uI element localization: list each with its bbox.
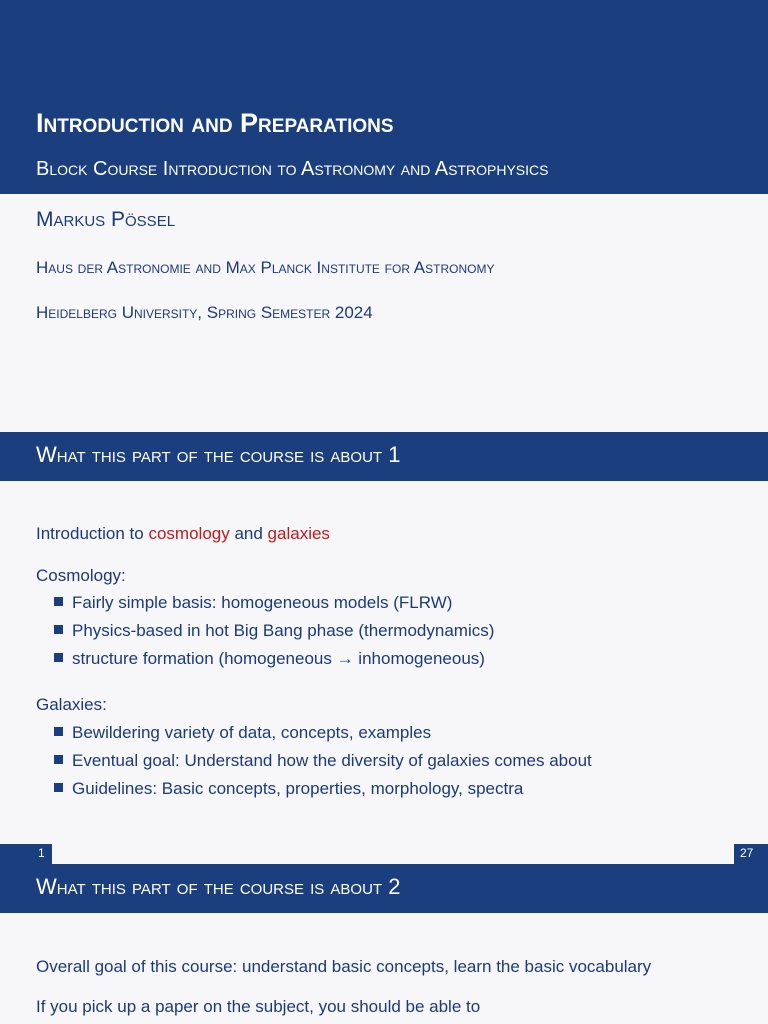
page-number-left: 1	[38, 846, 45, 860]
list-item-text: Physics-based in hot Big Bang phase (thermodynamics)	[72, 621, 495, 640]
bullet-square-icon	[54, 727, 63, 736]
list-item	[54, 649, 485, 669]
intro-mid: and	[229, 524, 268, 543]
list-item	[54, 723, 431, 743]
presentation-subtitle: Block Course Introduction to Astronomy and Astrophysics	[36, 158, 549, 180]
list-item	[54, 779, 523, 799]
institute: Haus der Astronomie and Max Planck Institute for Astronomy	[36, 258, 495, 277]
author: Markus Pössel	[36, 208, 176, 231]
footer-page-left-band	[0, 844, 52, 864]
list-item-text: Fairly simple basis: homogeneous models (FLRW)	[72, 593, 453, 612]
slide1-header-band	[0, 432, 768, 481]
list-item-text: Bewildering variety of data, concepts, examples	[72, 723, 432, 742]
keyword-galaxies: galaxies	[267, 524, 330, 543]
bullet-square-icon	[54, 783, 63, 792]
date-venue: Heidelberg University, Spring Semester 2024	[36, 303, 373, 322]
list-item-text: Eventual goal: Understand how the diversity of galaxies comes about	[72, 751, 592, 770]
slide2-line2: If you pick up a paper on the subject, you should be able to	[36, 997, 481, 1016]
list-item-text: Guidelines: Basic concepts, properties, morphology, spectra	[72, 779, 524, 798]
keyword-cosmology: cosmology	[148, 524, 230, 543]
slide1-title: What this part of the course is about 1	[36, 442, 401, 467]
slide1-intro	[36, 524, 330, 544]
cosmology-heading: Cosmology:	[36, 566, 126, 585]
list-item	[54, 621, 494, 641]
bullet-square-icon	[54, 625, 63, 634]
footer-page-right-band	[734, 844, 768, 864]
bullet-square-icon	[54, 653, 63, 662]
bullet-square-icon	[54, 755, 63, 764]
galaxies-heading: Galaxies:	[36, 695, 107, 714]
list-item-text: structure formation (homogeneous → inhomogeneous)	[72, 649, 485, 668]
intro-prefix: Introduction to	[36, 524, 149, 543]
list-item	[54, 751, 592, 771]
list-item	[54, 593, 452, 613]
slide2-title: What this part of the course is about 2	[36, 874, 401, 899]
bullet-square-icon	[54, 597, 63, 606]
page-number-total: 27	[740, 846, 754, 860]
slide2-header-band	[0, 864, 768, 913]
presentation-title: Introduction and Preparations	[36, 108, 394, 138]
slide2-line1: Overall goal of this course: understand basic concepts, learn the basic vocabulary	[36, 957, 652, 976]
title-header-band	[0, 0, 768, 194]
